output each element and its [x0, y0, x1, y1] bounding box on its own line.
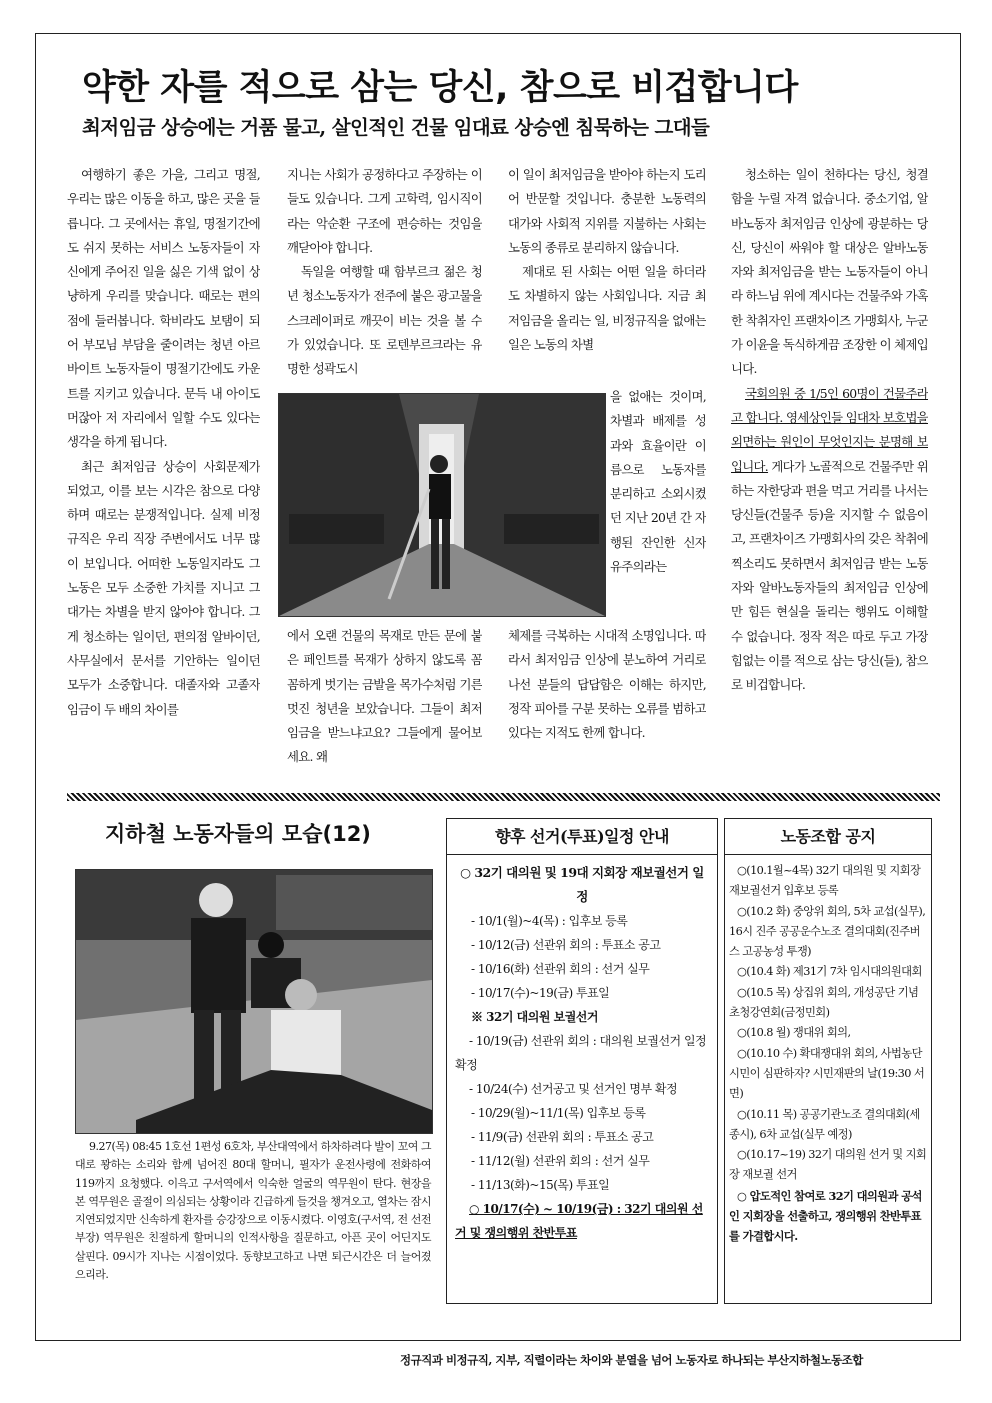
subway-cleaner-photo: [278, 393, 606, 617]
paragraph: 체제를 극복하는 시대적 소명입니다. 따라서 최저임금 인상에 분노하여 거리로 나선 분들의 답답함은 이해는 하지만, 정작 피아를 구분 못하는 오류를 범하고 있다는 지적도 한께 합니다.: [508, 628, 706, 741]
notice-item: ○(10.10 수) 확대쟁대위 회의, 사법농단 시민이 심판하자? 시민재판의 날(19:30 서면): [729, 1046, 925, 1101]
paragraph: 청소하는 일이 천하다는 당신, 청결함을 누릴 자격 없습니다. 중소기업, 알바노동자 최저임금 인상에 광분하는 당신, 당신이 싸워야 할 대상은 알바노동자와 최저임금을 받는 노동자들이 아니라 하느님 위에 계시다는 건물주와 가혹한 착취자인 프랜차이즈 가맹회사, 누군가 이윤을 독식하게끔 조장한 이 체제입니다.: [731, 167, 928, 377]
paragraph-text: 게다가 노골적으로 건물주만 위하는 자한당과 편을 먹고 거리를 나서는 당신들(건물주 등)을 지지할 수 없음이고, 프랜차이즈 가맹회사의 갖은 착취에 찍소리도 못하면서 최저임금 받는 노동자와 알바노동자들의 최저임금 인상에만 힘든 현실을 돌리는 행위도 이해할 수 없습니다. 정작 적은 따로 두고 가장 힘없는 이를 적으로 삼는 당신(들), 참으로 비겁합니다.: [731, 458, 928, 693]
notice-title: 노동조합 공지: [725, 819, 931, 855]
schedule-item: - 11/9(금) 선관위 회의 : 투표소 공고: [471, 1130, 654, 1144]
headline: 약한 자를 적으로 삼는 당신, 참으로 비겁합니다: [82, 68, 798, 108]
schedule-item: - 11/13(화)~15(목) 투표일: [471, 1178, 610, 1192]
schedule-heading: ○ 32기 대의원 및 19대 지회장 재보궐선거 일정: [460, 865, 704, 904]
article-column-2-cont: [287, 624, 482, 782]
photo-caption: [75, 1138, 431, 1284]
paragraph: 제대로 된 사회는 어떤 일을 하더라도 차별하지 않는 사회입니다. 지금 최저임금을 올리는 일, 비정규직을 없애는 일은 노동의 차별: [508, 264, 706, 353]
paragraph: 이 일이 최저임금을 받아야 하는지 도리어 반문할 것입니다. 충분한 노동력의 대가와 사회적 지위를 지불하는 사회는 노동의 종류로 분리하지 않습니다.: [508, 167, 706, 255]
subheadline: 최저임금 상승에는 거품 물고, 살인적인 건물 임대료 상승엔 침묵하는 그대들: [82, 116, 710, 139]
notice-item: ○(10.11 목) 공공기관노조 결의대회(세종시), 6차 교섭(실무 예정): [729, 1107, 920, 1141]
notice-item: ○(10.2 화) 중앙위 회의, 5차 교섭(실무), 16시 진주 공공운수노조 결의대회(진주버스 고공농성 투쟁): [729, 904, 926, 959]
notice-final: ○ 압도적인 참여로 32기 대의원과 공석인 지회장을 선출하고, 쟁의행위 찬반투표를 가결합시다.: [729, 1188, 922, 1244]
article-column-3: [508, 163, 706, 385]
schedule-item: - 10/1(월)~4(목) : 입후보 등록: [471, 914, 628, 928]
union-notice-box: [724, 818, 932, 1304]
notice-item: ○(10.8 월) 쟁대위 회의,: [737, 1026, 851, 1040]
schedule-subheading: ※ 32기 대의원 보궐선거: [471, 1010, 598, 1024]
article-column-1: [67, 163, 260, 783]
paragraph: [731, 382, 928, 698]
notice-item: ○(10.17~19) 32기 대의원 선거 및 지회장 재보궐 선거: [729, 1148, 927, 1182]
notice-item: ○(10.5 목) 상집위 회의, 개성공단 기념초청강연회(금정민회): [729, 985, 919, 1020]
schedule-item: - 10/16(화) 선관위 회의 : 선거 실무: [471, 962, 650, 976]
article-column-3-cont: [508, 624, 706, 782]
notice-body: [725, 855, 931, 1247]
caption-text: 9.27(목) 08:45 1호선 1편성 6호차, 부산대역에서 하차하려다 발이 꼬여 그대로 꽝하는 소리와 함께 넘어진 80대 할머니, 필자가 운전사령에 전화하여 119까지 요청했다. 이윽고 구서역에서 익숙한 얼굴의 역무원이 탄다. 현장을 본 역무원은 골절이 의심되는 상황이라 긴급하게 들것을 챙겨오고, 열차는 잠시 지연되었지만 신속하게 환자를 승강장으로 이동시켰다. 이영호(구서역, 전 선전부장) 역무원은 친절하게 할머니의 인적사항을 질문하고, 아픈 곳이 어딘지도 살핀다. 09시가 지나는 시점이었다. 동향보고하고 나면 퇴근시간은 더 늘어졌으리라.: [75, 1140, 431, 1282]
article-column-3-wrap: [610, 385, 706, 625]
paragraph: 최근 최저임금 상승이 사회문제가 되었고, 이를 보는 시각은 참으로 다양하며 때로는 분쟁적입니다. 실제 비정규직은 우리 직장 주변에서도 너무 많이 보입니다. 어떠한 노동일지라도 그 노동은 모두 소중한 가치를 지니고 그 대가는 차별을 받지 않아야 합니다. 그게 청소하는 일이던, 편의점 알바이던, 사무실에서 문서를 기안하는 일이던 모두가 소중합니다. 대졸자와 고졸자 임금이 두 배의 차이를: [67, 458, 260, 717]
paragraph: 독일을 여행할 때 함부르크 젊은 청년 청소노동자가 전주에 붙은 광고물을 스크레이퍼로 깨끗이 비는 것을 볼 수가 있었습니다. 또 로텐부르크라는 유명한 성곽도시: [287, 264, 482, 377]
notice-item: ○(10.4 화) 제31기 7차 임시대의원대회: [737, 965, 922, 979]
paragraph: 여행하기 좋은 가을, 그리고 명절, 우리는 많은 이동을 하고, 많은 곳을 들릅니다. 그 곳에서는 휴일, 명절기간에도 쉬지 못하는 서비스 노동자들이 자신에게 주어진 일을 싫은 기색 없이 상냥하게 우리를 맞습니다. 때로는 편의점에 들러봅니다. 학비라도 보탬이 되어 부모님 부담을 줄이려는 청년 아르바이트 노동자들이 명절기간에도 카운트를 지키고 있습니다. 문득 내 아이도 머잖아 저 자리에서 일할 수도 있다는 생각을 하게 됩니다.: [67, 167, 260, 450]
article-column-2: [287, 163, 482, 393]
section-title: 지하철 노동자들의 모습(12): [105, 822, 371, 846]
footer-slogan: 정규직과 비정규직, 지부, 직렬이라는 차이와 분열을 넘어 노동자로 하나되는 부산지하철노동조합: [400, 1353, 863, 1367]
subway-rescue-photo: [75, 869, 433, 1134]
schedule-item: - 11/12(월) 선관위 회의 : 선거 실무: [471, 1154, 650, 1168]
notice-item: ○(10.1월~4목) 32기 대의원 및 지회장 재보궐선거 입후보 등록: [729, 864, 921, 898]
schedule-final: ○ 10/17(수) ~ 10/19(금) : 32기 대의원 선거 및 쟁의행위 찬반투표: [455, 1202, 703, 1240]
schedule-body: [447, 855, 717, 1251]
paragraph: 지니는 사회가 공정하다고 주장하는 이들도 있습니다. 그게 고학력, 임시직이라는 악순환 구조에 편승하는 것임을 깨닫아야 합니다.: [287, 167, 482, 255]
schedule-title: 향후 선거(투표)일정 안내: [447, 819, 717, 855]
schedule-item: - 10/12(금) 선관위 회의 : 투표소 공고: [471, 938, 661, 952]
schedule-item: - 10/17(수)~19(금) 투표일: [471, 986, 610, 1000]
schedule-item: - 10/29(월)~11/1(목) 입후보 등록: [471, 1106, 646, 1120]
election-schedule-box: [446, 818, 718, 1304]
schedule-item: - 10/19(금) 선관위 회의 : 대의원 보궐선거 일정 확정: [455, 1034, 707, 1072]
article-column-4: [731, 163, 928, 783]
paragraph: 을 없애는 것이며, 차별과 배제를 성과와 효율이란 이름으로 노동자를 분리하고 소외시켰던 지난 20년 간 자행된 잔인한 신자유주의라는: [610, 389, 706, 575]
section-divider: [67, 793, 940, 801]
paragraph: 에서 오랜 건물의 목재로 만든 문에 붙은 페인트를 목재가 상하지 않도록 꼼꼼하게 벗기는 금발을 목가수처럼 기른 멋진 청년을 보았습니다. 그들이 최저임금을 받느냐고요? 그들에게 물어보세요. 왜: [287, 628, 482, 765]
schedule-item: - 10/24(수) 선거공고 및 선거인 명부 확정: [469, 1082, 678, 1096]
underlined-text: 국회의원 중 1/5인 60명이 건물주라고 합니다. 영세상인들 임대차 보호법을 외면하는 원인이 무엇인지는 분명해 보입니다.: [731, 385, 928, 474]
